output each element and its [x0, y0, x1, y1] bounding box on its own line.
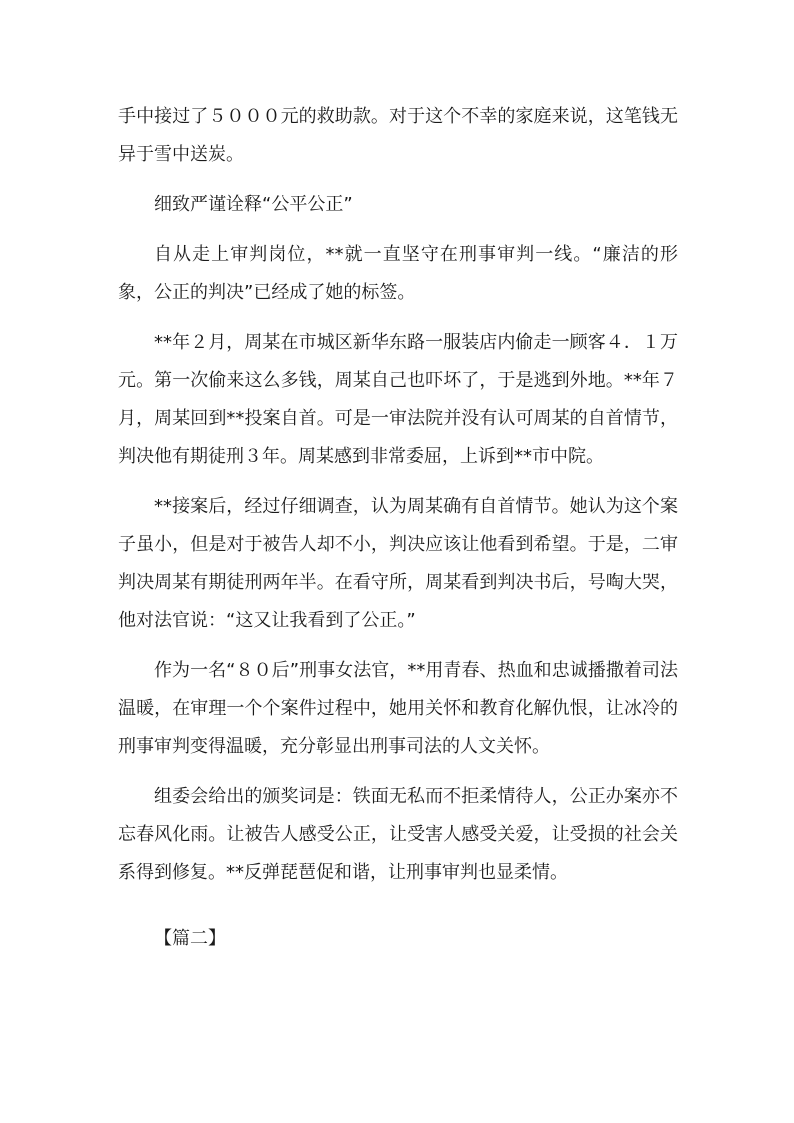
paragraph-continuation: 手中接过了５０００元的救助款。对于这个不幸的家庭来说，这笔钱无异于雪中送炭。 [118, 106, 678, 165]
paragraph: **接案后，经过仔细调查，认为周某确有自首情节。她认为这个案子虽小，但是对于被告人却不小，判决应该让他看到希望。于是，二审判决周某有期徒刑两年半。在看守所，周某看到判决书后，号啕大哭，他对法官说：“这又让我看到了公正。” [118, 496, 678, 631]
paragraph: 组委会给出的颁奖词是：铁面无私而不拒柔情待人，公正办案亦不忘春风化雨。让被告人感受公正，让受害人感受关爱，让受损的社会关系得到修复。**反弹琵琶促和谐，让刑事审判也显柔情。 [118, 786, 678, 883]
section-label: 【篇二】 [154, 928, 226, 949]
paragraph: **年２月，周某在市城区新华东路一服装店内偷走一顾客４．１万元。第一次偷来这么多钱，周某自己也吓坏了，于是逃到外地。**年７月，周某回到**投案自首。可是一审法院并没有认可周某的自首情节，判决他有期徒刑３年。周某感到非常委屈，上诉到**市中院。 [118, 332, 678, 467]
paragraph: 自从走上审判岗位，**就一直坚守在刑事审判一线。“廉洁的形象，公正的判决”已经成了她的标签。 [118, 244, 678, 303]
section-heading: 细致严谨诠释“公平公正” [154, 194, 353, 215]
paragraph: 作为一名“８０后”刑事女法官，**用青春、热血和忠诚播撒着司法温暖，在审理一个个案件过程中，她用关怀和教育化解仇恨，让冰冷的刑事审判变得温暖，充分彰显出刑事司法的人文关怀。 [118, 660, 678, 757]
document-body [118, 98, 678, 958]
